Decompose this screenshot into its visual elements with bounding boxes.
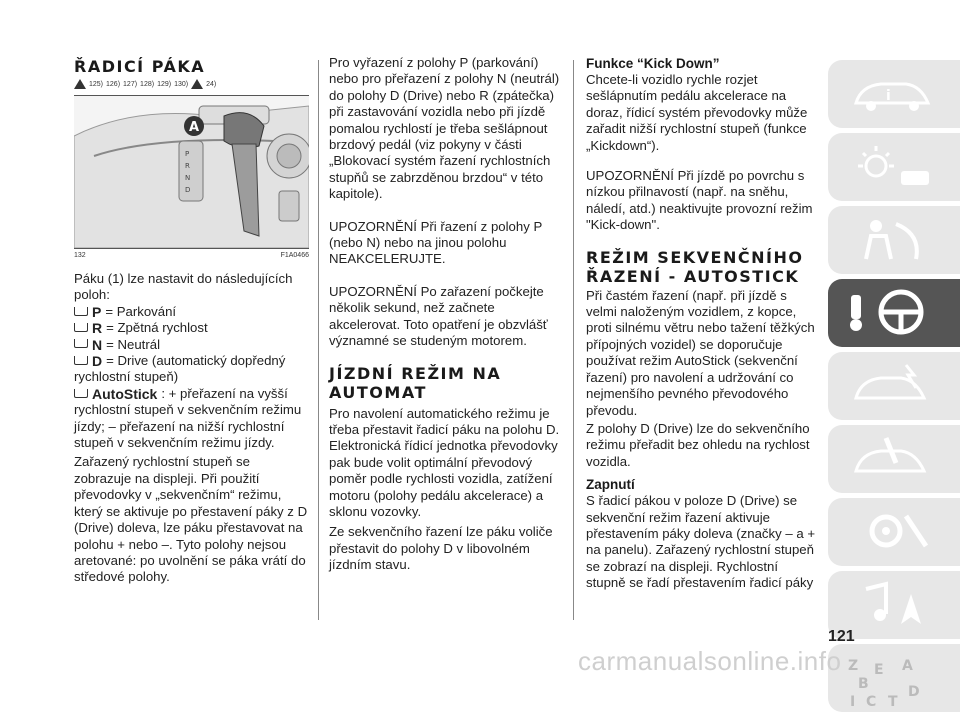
- paragraph-automatic: Pro navolení automatického režimu je třeba přestavit řadicí páku na polohu D. Elektronická řídicí jednotka převodovky pak bude volit optimální převodový poměr podle rychlosti vozidla, zatížení motoru (polohy pedálu akcelerace) a sklonu vozovky.: [329, 405, 560, 519]
- bullet-icon: [74, 323, 88, 332]
- ref-item: 127): [123, 80, 138, 88]
- gear-item-r: [74, 320, 309, 336]
- tab-safety[interactable]: [828, 206, 960, 274]
- tab-technical[interactable]: [828, 498, 960, 566]
- svg-text:R: R: [185, 162, 190, 170]
- column-3: [586, 0, 818, 592]
- gear-letter: P: [92, 303, 102, 320]
- paragraph-from-d: Z polohy D (Drive) lze do sekvenčního režimu přeřadit bez ohledu na rychlost vozidla.: [586, 420, 810, 469]
- chapter-tabs: [828, 60, 960, 717]
- index-letter: E: [874, 662, 884, 678]
- index-letter: T: [888, 694, 898, 710]
- gear-letter: N: [92, 336, 103, 353]
- section-title-autostick: REŽIM SEKVENČNÍHO ŘAZENÍ - AUTOSTICK: [586, 247, 804, 286]
- page-number: 121: [828, 628, 855, 645]
- warning-no-accelerate: UPOZORNĚNÍ Při řazení z polohy P (nebo N) nebo na jinou polohu NEAKCELERUJTE.: [329, 218, 543, 267]
- column-divider: [573, 60, 574, 620]
- warning-triangle-icon: [74, 79, 86, 89]
- tools-icon: [846, 506, 936, 556]
- seatbelt-airbag-icon: [846, 214, 936, 264]
- gear-item-autostick: [74, 386, 309, 402]
- column-2: [329, 0, 562, 574]
- ref-item: 128): [140, 80, 155, 88]
- watermark: carmanualsonline.info: [578, 646, 842, 676]
- wrench-car-icon: [846, 433, 936, 483]
- gear-lever-figure: [74, 95, 309, 249]
- figure-number: 132: [74, 252, 86, 259]
- index-letters-icon: [846, 652, 956, 712]
- figure-callout-label: A: [189, 120, 200, 135]
- index-letter: I: [850, 694, 856, 710]
- gear-text: = Zpětná rychlost: [106, 320, 208, 336]
- figure-code: F1A0466: [280, 252, 309, 259]
- gear-letter: R: [92, 320, 103, 337]
- ref-item: 125): [89, 80, 104, 88]
- gear-item-d: [74, 353, 309, 369]
- section-title-automat: JÍZDNÍ REŽIM NA AUTOMAT: [329, 363, 502, 402]
- subsection-title-kickdown: Funkce “Kick Down”: [586, 56, 720, 71]
- tab-emergency[interactable]: [828, 352, 960, 420]
- autostick-label: AutoStick: [92, 385, 158, 402]
- reference-row: [74, 79, 309, 89]
- column-divider: [318, 60, 319, 620]
- paragraph-sequential-to-d: Ze sekvenčního řazení lze páku voliče přestavit do polohy D v libovolném jízdním stavu.: [329, 524, 553, 573]
- gear-item-p: [74, 304, 309, 320]
- ref-item: 24): [206, 80, 217, 88]
- index-letter: B: [858, 676, 869, 692]
- index-letter: A: [902, 658, 913, 674]
- section-title-radici-paka: ŘADICÍ PÁKA: [74, 57, 206, 76]
- warning-kickdown: UPOZORNĚNÍ Při jízdě po povrchu s nízkou přilnavostí (např. na sněhu, náledí, atd.) neaktivujte provozní režim "Kick-down".: [586, 168, 813, 233]
- ref-item: 130): [174, 80, 189, 88]
- index-letter: Z: [848, 658, 859, 674]
- paragraph-autostick-usage: Při častém řazení (např. při jízdě s velmi naloženým vozidlem, z kopce, proti silnému větru nebo tažení těžkých přípojných vozidel) se doporučuje používat režim AutoStick (sekvenční řazení) pro navolení a udržování co nejmenšího pevného převodového převodu.: [586, 287, 815, 418]
- svg-text:i: i: [886, 88, 891, 104]
- autostick-continuation: rychlostní stupeň v sekvenčním režimu jízdy; – přeřazení na nižší rychlostní stupeň v sekvenčním režimu jízdy.: [74, 402, 302, 451]
- autostick-text: : + přeřazení na vyšší: [161, 385, 288, 401]
- gear-d-continuation: rychlostní stupeň): [74, 369, 179, 385]
- bullet-icon: [74, 307, 88, 316]
- car-crash-icon: [846, 360, 936, 410]
- index-letter: C: [866, 694, 877, 710]
- intro-paragraph: Páku (1) lze nastavit do následujících poloh:: [74, 271, 293, 303]
- key-steering-icon: [846, 287, 936, 337]
- bullet-icon: [74, 356, 88, 365]
- column-1: [74, 0, 309, 586]
- svg-text:P: P: [185, 150, 190, 158]
- bullet-icon: [74, 339, 88, 348]
- tab-index[interactable]: [828, 644, 960, 712]
- music-nav-icon: [846, 579, 936, 629]
- index-letter: D: [908, 684, 920, 700]
- car-info-icon: [846, 68, 936, 118]
- warning-triangle-icon: [191, 79, 203, 89]
- ref-item: 126): [106, 80, 121, 88]
- figure-caption: [74, 252, 309, 259]
- paragraph-kickdown: Chcete-li vozidlo rychle rozjet sešlápnutím pedálu akcelerace na doraz, řídicí systém převodovky může zařadit nižší rychlostní stupeň (funkce „Kickdown“).: [586, 72, 808, 153]
- tab-dashboard[interactable]: [828, 133, 960, 201]
- ref-item: 129): [157, 80, 172, 88]
- warning-wait: UPOZORNĚNÍ Po zařazení počkejte několik sekund, než začnete akcelerovat. Toto opatření je obzvlášť významné se studeným motorem.: [329, 283, 548, 349]
- tab-driving[interactable]: [828, 279, 960, 347]
- gear-lever-illustration: [74, 96, 309, 248]
- subsection-title-zapnuti: Zapnutí: [586, 477, 635, 493]
- paragraph-activation: S řadicí pákou v poloze D (Drive) se sekvenční režim řazení aktivuje přestavením páky doleva (značky – a + na panelu). Zařazený rychlostní stupeň se zobrazí na displeji. Rychlostní stupně se řadí přestavením řadicí páky: [586, 493, 816, 591]
- paragraph-shift-brake: Pro vyřazení z polohy P (parkování) nebo pro přeřazení z polohy N (neutrál) do polohy D (Drive) nebo R (zpátečka) při zastavování vozidla nebo při jízdě pomalou rychlostí je třeba sešlápnout brzdový pedál (viz pokyny v části „Blokovací systém řazení rychlostních stupňů se zabrzděnou brzdou“ v této kapitole).: [329, 55, 560, 202]
- svg-text:D: D: [185, 186, 191, 194]
- svg-text:N: N: [185, 174, 191, 182]
- gear-text: = Parkování: [105, 303, 177, 319]
- gear-letter: D: [92, 353, 103, 370]
- bullet-icon: [74, 389, 88, 398]
- gear-text: = Drive (automatický dopředný: [106, 353, 286, 369]
- paragraph-display: Zařazený rychlostní stupeň se zobrazuje na displeji. Při použití převodovky v „sekvenčním“ režimu, který se aktivuje po přestavení páky z D (Drive) doleva, lze páku přestavovat na polohu + nebo –. Tyto polohy nejsou aretované: po uvolnění se páka vrátí do středové polohy.: [74, 454, 308, 585]
- gear-item-n: [74, 337, 309, 353]
- gear-text: = Neutrál: [106, 336, 161, 352]
- tab-maintenance[interactable]: [828, 425, 960, 493]
- dashboard-lights-icon: [846, 141, 936, 191]
- tab-car-info[interactable]: [828, 60, 960, 128]
